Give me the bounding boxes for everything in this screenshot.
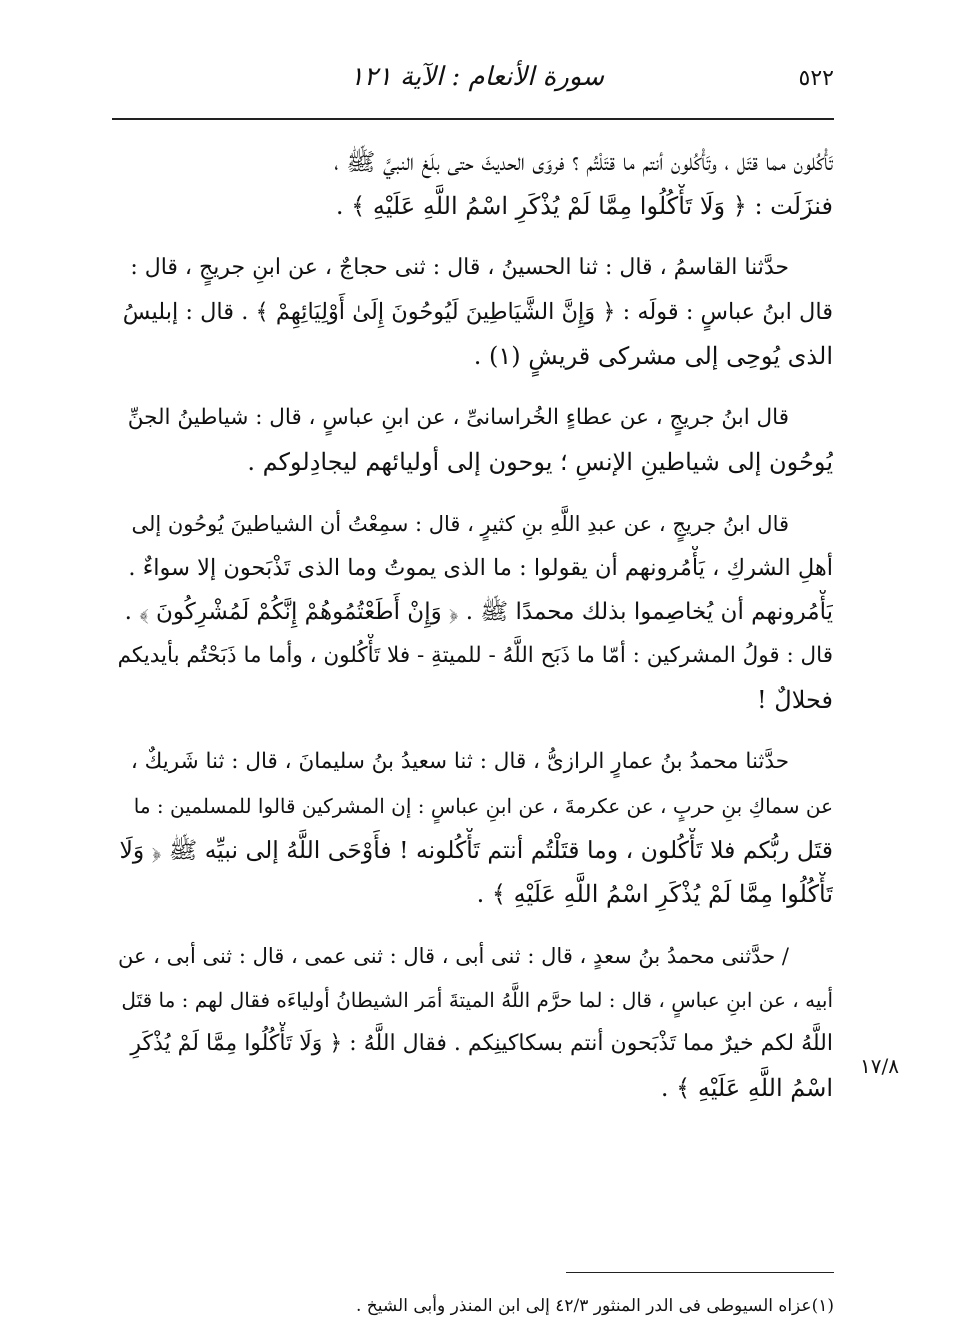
text-line: تَأْكُلُوا مِمَّا لَمْ يُذْكَرِ اسْمُ اللَّهِ عَلَيْهِ ﴾ . — [476, 880, 833, 908]
paragraph — [118, 396, 833, 484]
text-line: قال ابنُ جريجٍ ، عن عطاءٍ الخُراسانىِّ ، عن ابنِ عباسٍ ، قال : شياطينُ الجنِّ — [127, 405, 789, 430]
header-rule — [112, 118, 834, 120]
text-line: اسْمُ اللَّهِ عَلَيْهِ ﴾ . — [660, 1074, 833, 1102]
footnote: (١)عزاه السيوطى فى الدر المنثور ٤٢/٣ إلى ابن المنذر وأبى الشيخ . — [355, 1296, 834, 1316]
text-line: قال ابنُ عباسٍ : قولَه : ﴿ وَإِنَّ الشَّيَاطِينَ لَيُوحُونَ إِلَىٰ أَوْلِيَائِهِمْ ﴾ . قال : إبليسُ — [122, 299, 833, 325]
text-line: قتَل ربُّكم فلا تَأْكُلون ، وما قتَلْتُم أنتم تَأْكُلونه ! فأَوْحَى اللَّهُ إلى نبيِّه ﷺ ﴿ وَلَا — [119, 836, 833, 864]
text-line: تَأْكُلون مما قتَل ، وتَأْكُلون أنتم ما قتَلْتُم ؟ فروَى الحديثَ حتى بلَغ النبيَّ ﷺ ، — [334, 148, 833, 176]
text-line: أهلِ الشركِ ، يَأْمُرونهم أن يقولوا : ما الذى يموتُ وما الذى تَذْبَحون إلا سواءٌ . — [128, 555, 833, 581]
paragraph — [118, 502, 833, 722]
page-header — [112, 62, 834, 114]
text-line: حدَّثنا محمدُ بنُ عمارٍ الرازىُّ ، قال : ثنا سعيدُ بنُ سليمانَ ، قال : ثنا شَريكٌ ، — [130, 749, 789, 774]
paragraph — [118, 934, 833, 1110]
running-title: سورة الأنعام : الآية ١٢١ — [349, 62, 604, 92]
text-line: فنزَلَت : ﴿ وَلَا تَأْكُلُوا مِمَّا لَمْ يُذْكَرِ اسْمُ اللَّهِ عَلَيْهِ ﴾ . — [335, 192, 833, 220]
paragraph — [118, 246, 833, 378]
text-line: قال : قولُ المشركين : أمّا ما ذَبَح اللَّهُ - للميتةِ - فلا تَأْكُلون ، وأما ما ذَبَحْتُم بأيديكم — [118, 643, 833, 668]
body-text — [118, 140, 833, 1128]
text-line: الذى يُوحِى إلى مشركى قريشٍ (١) . — [473, 342, 833, 370]
text-line: اللَّهُ لكم خيرٌ مما تَذْبَحون أنتم بسكاكينِكم . فقال اللَّهُ : ﴿ وَلَا تَأْكُلُوا مِمَّا لَمْ يُذْكَرِ — [130, 1031, 833, 1056]
text-line: يَأْمُرونهم أن يُخاصِموا بذلك محمدًا ﷺ . ﴿ وَإِنْ أَطَعْتُمُوهُمْ إِنَّكُمْ لَمُشْرِكُونَ ﴾ . — [124, 599, 833, 625]
text-line: أبيه ، عن ابنِ عباسٍ ، قال : لما حرَّم اللَّهُ الميتةَ أمَر الشيطانُ أولياءَه فقال لهم : ما قتَل — [121, 988, 833, 1012]
text-line: فحلالٌ ! — [757, 686, 833, 714]
footnote-rule — [566, 1272, 834, 1273]
text-line: قال ابنُ جريجٍ ، عن عبدِ اللَّهِ بنِ كثيرٍ ، قال : سمِعْتُ أن الشياطينَ يُوحُون إلى — [131, 512, 789, 536]
margin-volume-reference: ١٧/٨ — [860, 1054, 899, 1078]
text-line: / حدَّثنى محمدُ بنُ سعدٍ ، قال : ثنى أبى ، قال : ثنى عمى ، قال : ثنى أبى ، عن — [118, 944, 789, 968]
paragraph — [118, 140, 833, 228]
text-line: عن سماكِ بنِ حربٍ ، عن عكرمةَ ، عن ابنِ عباسٍ : إن المشركين قالوا للمسلمين : ما — [133, 794, 833, 818]
page-number: ٥٢٢ — [798, 66, 834, 91]
paragraph — [118, 740, 833, 916]
text-line: حدَّثنا القاسمُ ، قال : ثنا الحسينُ ، قال : ثنى حجاجٌ ، عن ابنِ جريجٍ ، قال : — [130, 255, 789, 280]
text-line: يُوحُون إلى شياطينِ الإنسِ ؛ يوحون إلى أوليائهم ليجادِلوكم . — [247, 448, 833, 476]
